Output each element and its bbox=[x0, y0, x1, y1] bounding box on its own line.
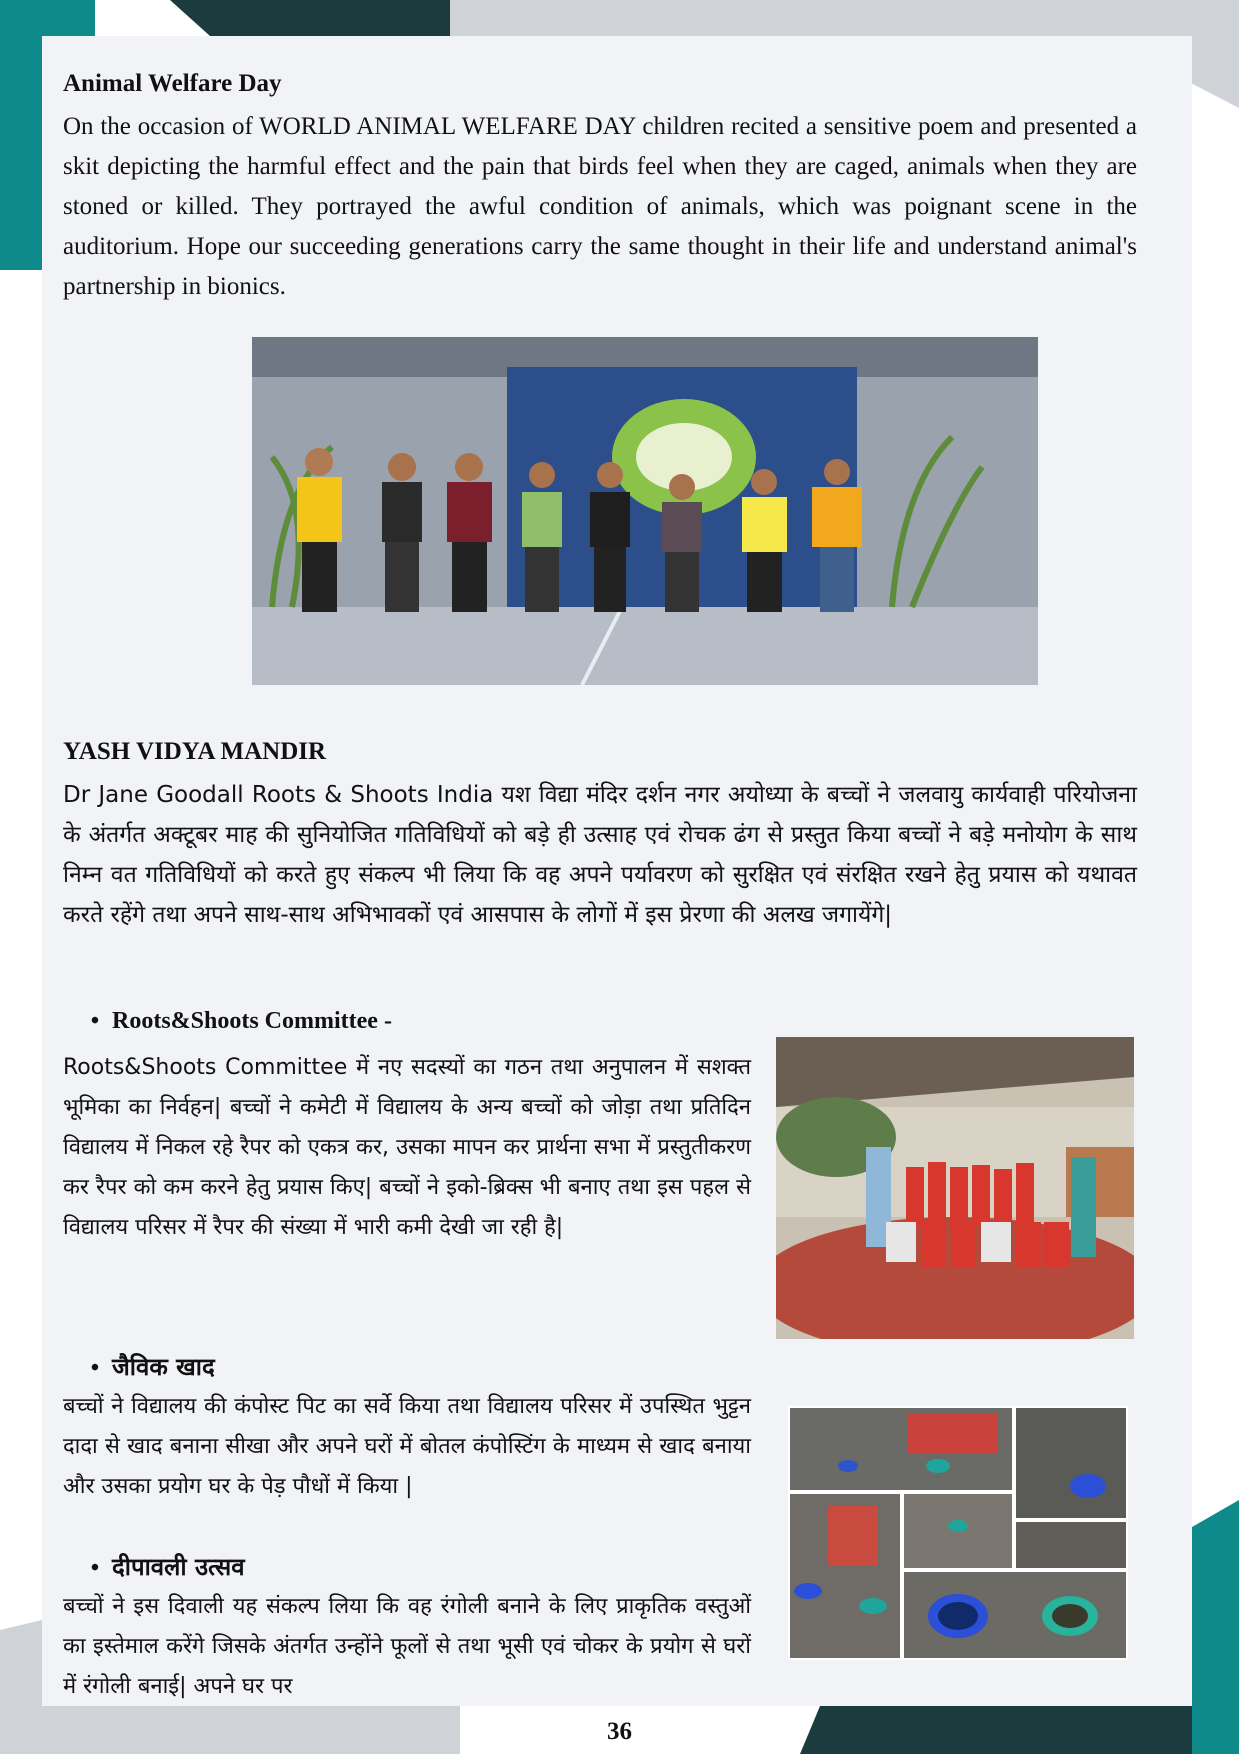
bullet-dot: • bbox=[90, 1008, 100, 1034]
committee-group-photo bbox=[776, 1037, 1134, 1339]
compost-activity-collage bbox=[788, 1406, 1128, 1660]
bullet-title: Roots&Shoots Committee - bbox=[112, 1008, 392, 1034]
animal-welfare-paragraph: On the occasion of WORLD ANIMAL WELFARE DAY children recited a sensitive poem and presented a skit depicting the harmful effect and the pain that birds feel when they are caged, animals when they are stoned or killed. They portrayed the awful condition of animals, which was poignant scene in the auditorium. Hope our succeeding generations carry the same thought in their life and understand animal's partnership in bionics. bbox=[63, 113, 1137, 300]
yash-vidya-mandir-paragraph: Dr Jane Goodall Roots & Shoots India यश विद्या मंदिर दर्शन नगर अयोध्या के बच्चों ने जलवायु कार्यवाही परियोजना के अंतर्गत अक्टूबर माह की सुनियोजित गतिविधियों को बड़े ही उत्साह एवं रोचक ढंग से प्रस्तुत किया बच्चों ने बड़े मनोयोग के साथ निम्न वत गतिविधियों को करते हुए संकल्प भी लिया कि वह अपने पर्यावरण को सुरक्षित एवं संरक्षित रखने हेतु प्रयास को यथावत करते रहेंगे तथा अपने साथ-साथ अभिभावकों एवं आसपास के लोगों में इस प्रेरणा की अलख जगायेंगे| bbox=[63, 782, 1137, 928]
roots-shoots-committee-paragraph: Roots&Shoots Committee में नए सदस्यों का गठन तथा अनुपालन में सशक्त भूमिका का निर्वहन| बच्चों ने कमेटी में विद्यालय के अन्य बच्चों को जोड़ा तथा प्रतिदिन विद्यालय में निकल रहे रैपर को एकत्र कर, उसका मापन कर प्रार्थना सभा में प्रस्तुतीकरण कर रैपर को कम करने हेतु प्रयास किए| बच्चों ने इको-ब्रिक्स भी बनाए तथा इस पहल से विद्यालय परिसर में रैपर की संख्या में भारी कमी देखी जा रही है| bbox=[63, 1055, 751, 1240]
diwali-festival-paragraph: बच्चों ने इस दिवाली यह संकल्प लिया कि वह रंगोली बनाने के लिए प्राकृतिक वस्तुओं का इस्तेमाल करेंगे जिसके अंतर्गत उन्होंने फूलों से तथा भूसी एवं चोकर के प्रयोग से घरों में रंगोली बनाई| अपने घर पर bbox=[63, 1594, 751, 1699]
bullet-roots-shoots-committee bbox=[78, 1008, 392, 1035]
stage-performance-photo bbox=[252, 337, 1038, 685]
bullet-diwali-festival bbox=[78, 1550, 245, 1583]
bullet-title: जैविक खाद bbox=[112, 1353, 215, 1381]
organic-compost-paragraph: बच्चों ने विद्यालय की कंपोस्ट पिट का सर्वे किया तथा विद्यालय परिसर में उपस्थित भुट्टन दादा से खाद बनाना सीखा और अपने घरों में बोतल कंपोस्टिंग के माध्यम से खाद बनाया और उसका प्रयोग घर के पेड़ पौधों में किया | bbox=[63, 1394, 751, 1499]
bullet-organic-compost bbox=[78, 1350, 215, 1383]
section-heading-animal-welfare: Animal Welfare Day bbox=[63, 70, 282, 97]
bullet-dot: • bbox=[90, 1555, 100, 1581]
bullet-dot: • bbox=[90, 1355, 100, 1381]
bullet-title: दीपावली उत्सव bbox=[112, 1553, 245, 1581]
page-number: 36 bbox=[607, 1718, 632, 1745]
section-heading-yash-vidya-mandir: YASH VIDYA MANDIR bbox=[63, 738, 327, 765]
